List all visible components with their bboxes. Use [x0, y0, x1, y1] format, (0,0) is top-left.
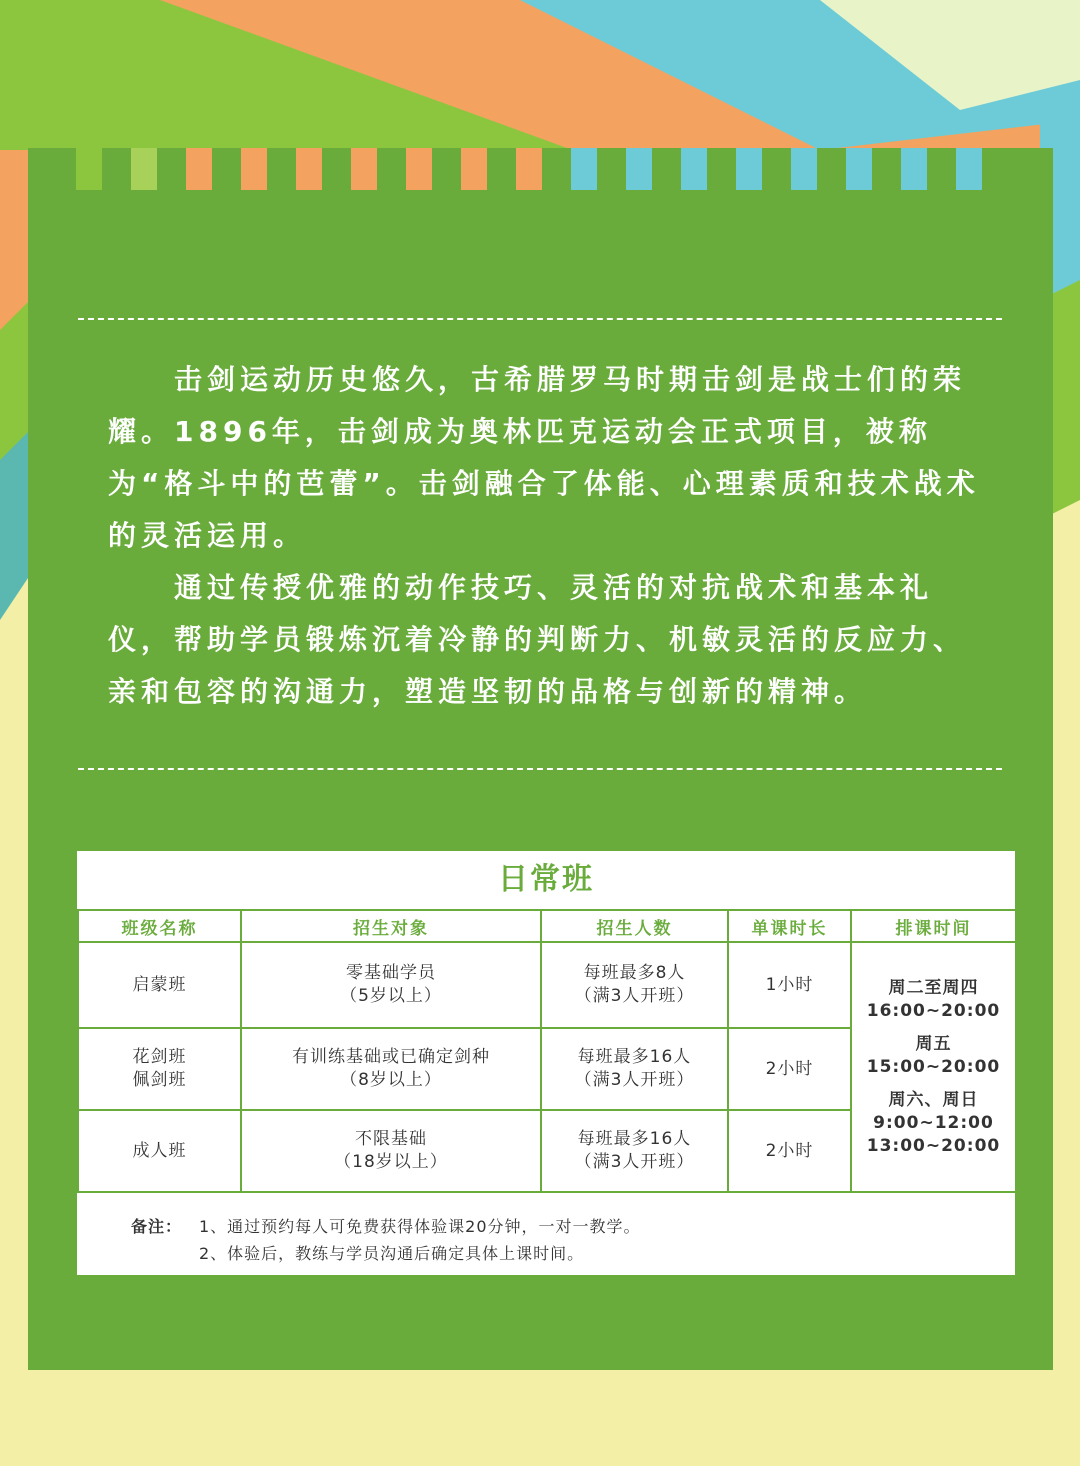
- notebook-tab-notch: [186, 148, 212, 190]
- intro-paragraph-2: 通过传授优雅的动作技巧、灵活的对抗战术和基本礼仪，帮助学员锻炼沉着冷静的判断力、机敏灵活的反应力、亲和包容的沟通力，塑造坚韧的品格与创新的精神。: [108, 571, 967, 708]
- schedule-header-row: [78, 910, 1016, 942]
- header-class-name: 班级名称: [78, 910, 241, 942]
- notebook-tab-notch: [901, 148, 927, 190]
- notebook-tab-notch: [516, 148, 542, 190]
- time-slot-friday: 周五 15:00~20:00: [866, 1033, 1001, 1077]
- capacity-cell: 每班最多8人 （满3人开班）: [541, 942, 728, 1028]
- capacity-cell: 每班最多16人 （满3人开班）: [541, 1028, 728, 1110]
- time-slot-weekday: 周二至周四 16:00~20:00: [866, 977, 1001, 1021]
- intro-text: [108, 354, 988, 718]
- notebook-tab-notch: [461, 148, 487, 190]
- note-item-2: 2、体验后，教练与学员沟通后确定具体上课时间。: [199, 1244, 585, 1263]
- note-item-1: 1、通过预约每人可免费获得体验课20分钟，一对一教学。: [199, 1217, 641, 1236]
- time-slot-weekend: 周六、周日 9:00~12:00 13:00~20:00: [866, 1089, 1001, 1156]
- notebook-tab-notch: [241, 148, 267, 190]
- duration-cell: 2小时: [728, 1110, 851, 1192]
- table-row: [78, 942, 1016, 1028]
- notes-section: [131, 1213, 991, 1267]
- header-schedule-time: 排课时间: [851, 910, 1016, 942]
- capacity-cell: 每班最多16人 （满3人开班）: [541, 1110, 728, 1192]
- notes-label: 备注：: [131, 1217, 183, 1236]
- notebook-tab-notch: [791, 148, 817, 190]
- target-cell: 不限基础 （18岁以上）: [241, 1110, 541, 1192]
- notebook-tab-notch: [131, 148, 157, 190]
- header-duration: 单课时长: [728, 910, 851, 942]
- notebook-tab-notch: [351, 148, 377, 190]
- class-name-cell: 启蒙班: [78, 942, 241, 1028]
- header-capacity: 招生人数: [541, 910, 728, 942]
- notebook-tab-notch: [846, 148, 872, 190]
- header-target: 招生对象: [241, 910, 541, 942]
- notebook-tab-notch: [406, 148, 432, 190]
- class-name-cell: 成人班: [78, 1110, 241, 1192]
- notebook-tab-notch: [736, 148, 762, 190]
- notebook-tab-row: [28, 148, 1053, 190]
- target-cell: 零基础学员 （5岁以上）: [241, 942, 541, 1028]
- dashed-divider-bottom: [78, 768, 1002, 770]
- notebook-tab-notch: [296, 148, 322, 190]
- schedule-panel: [76, 850, 1016, 1276]
- notebook-tab-notch: [571, 148, 597, 190]
- schedule-table: [77, 909, 1017, 1193]
- notebook-tab-notch: [76, 148, 102, 190]
- content-card: [28, 148, 1053, 1370]
- intro-paragraph-1: 击剑运动历史悠久，古希腊罗马时期击剑是战士们的荣耀。1896年，击剑成为奥林匹克运动会正式项目，被称为“格斗中的芭蕾”。击剑融合了体能、心理素质和技术战术的灵活运用。: [108, 363, 980, 552]
- notebook-tab-notch: [956, 148, 982, 190]
- class-name-cell: 花剑班 佩剑班: [78, 1028, 241, 1110]
- notebook-tab-notch: [681, 148, 707, 190]
- schedule-title: 日常班: [498, 862, 594, 897]
- target-cell: 有训练基础或已确定剑种 （8岁以上）: [241, 1028, 541, 1110]
- duration-cell: 1小时: [728, 942, 851, 1028]
- notebook-tab-notch: [626, 148, 652, 190]
- duration-cell: 2小时: [728, 1028, 851, 1110]
- schedule-time-cell: [851, 942, 1016, 1192]
- dashed-divider-top: [78, 318, 1002, 320]
